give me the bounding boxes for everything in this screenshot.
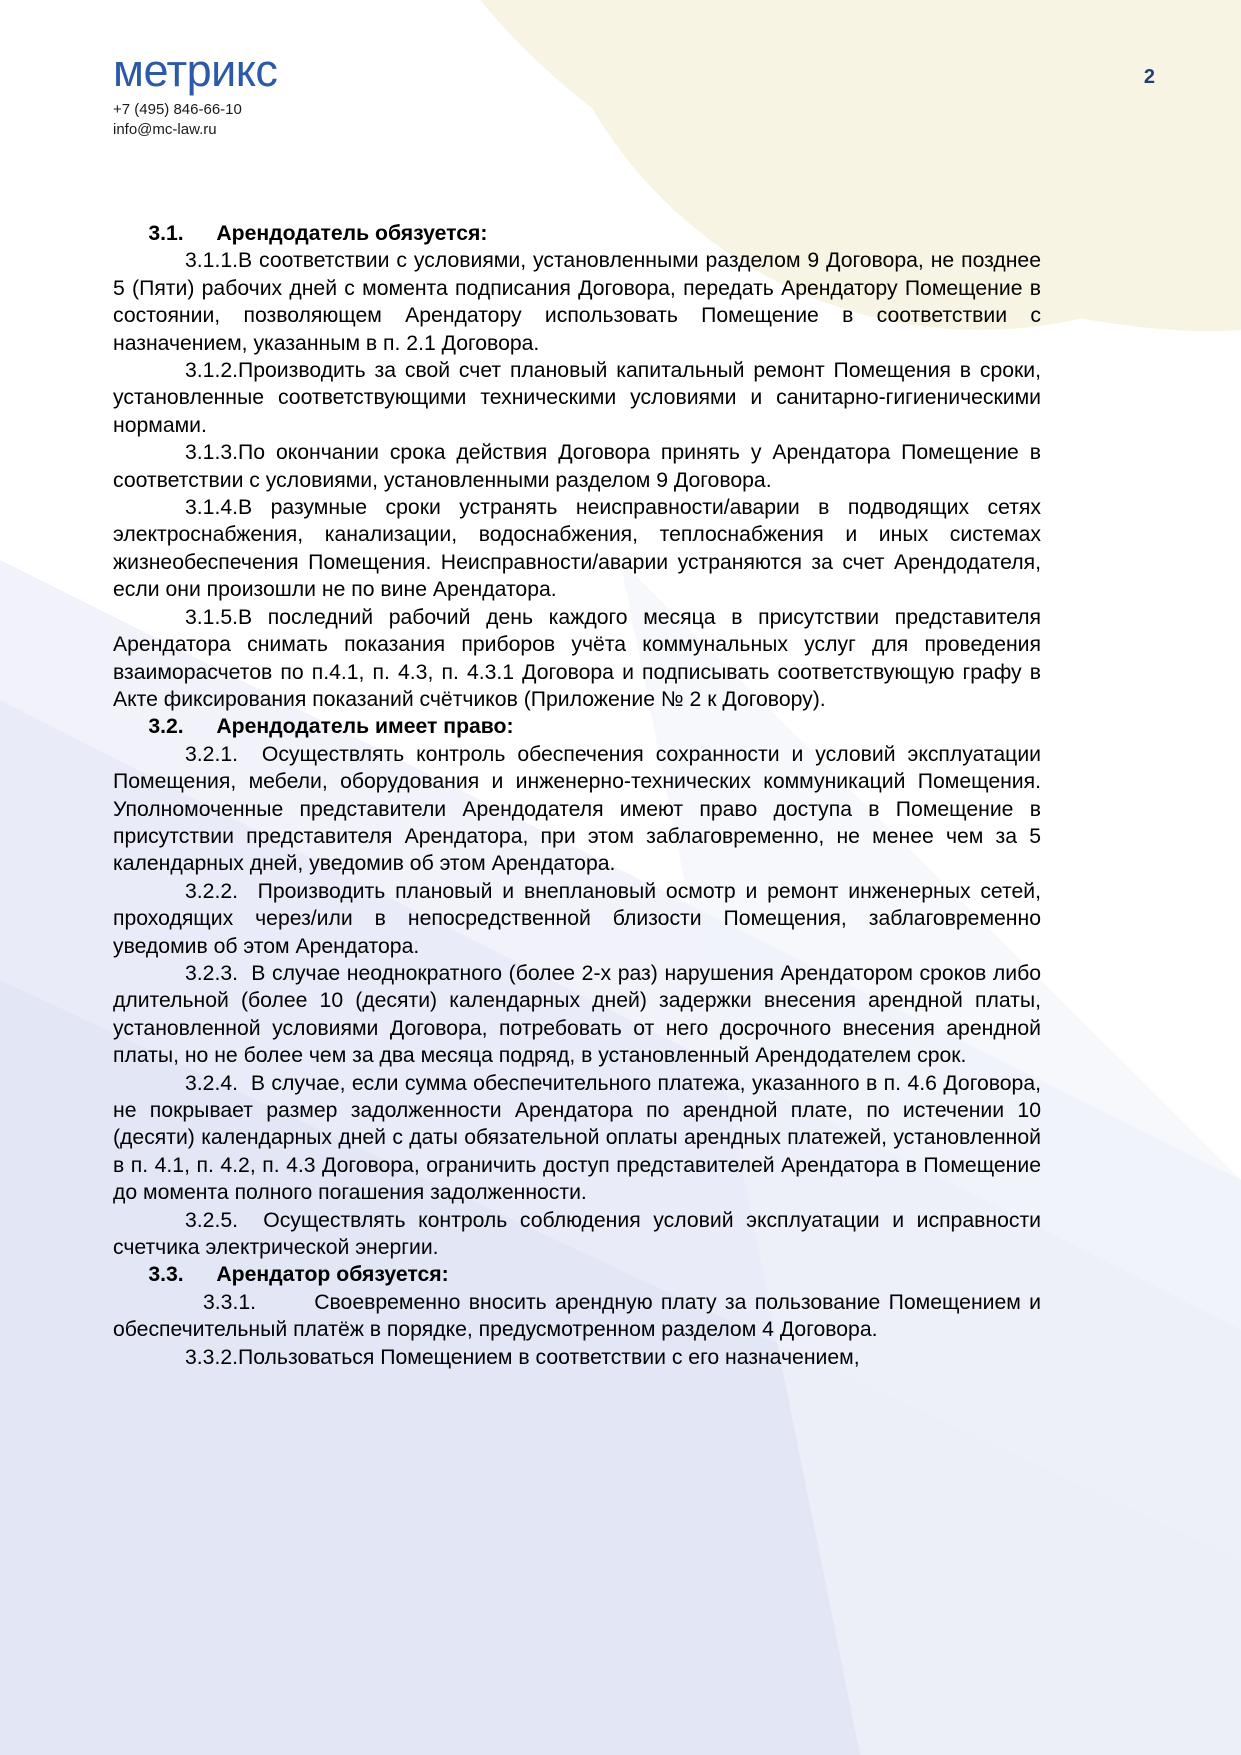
section-3-1-4 [113, 494, 1041, 604]
clause-number: 3.1.3. [185, 441, 239, 465]
clause-number: 3.3.2. [185, 1345, 239, 1369]
clause-text: По окончании срока действия Договора принять у Арендатора Помещение в соответствии с условиями, установленными разделом 9 Договора. [113, 441, 1041, 492]
section-3-1-3 [113, 439, 1041, 494]
section-number: 3.2. [148, 715, 184, 739]
section-3-3 [113, 1261, 1041, 1288]
section-3-2-4 [113, 1070, 1041, 1207]
clause-text: В случае, если сумма обеспечительного платежа, указанного в п. 4.6 Договора, не покрывает размер задолженности Арендатора по арендной плате, по истечении 10 (десяти) календарных дней с даты обязательной оплаты арендных платежей, установленной в п. 4.1, п. 4.2, п. 4.3 Договора, ограничить доступ представителей Арендатора в Помещение до момента полного погашения задолженности. [113, 1071, 1041, 1205]
clause-number: 3.2.1. [185, 742, 239, 766]
section-3-3-1 [113, 1289, 1041, 1344]
clause-text: Осуществлять контроль обеспечения сохранности и условий эксплуатации Помещения, мебели, оборудования и инженерно-технических коммуникаций Помещения. Уполномоченные представители Арендодателя имеют право доступа в Помещение в присутствии представителя Арендатора, при этом заблаговременно, не менее чем за 5 календарных дней, уведомив об этом Арендатора. [113, 742, 1041, 876]
clause-text: Пользоваться Помещением в соответствии с его назначением, [238, 1345, 860, 1369]
clause-text: Своевременно вносить арендную плату за пользование Помещением и обеспечительный платёж в порядке, предусмотренном разделом 4 Договора. [113, 1290, 1041, 1342]
page-header [0, 0, 1241, 175]
clause-number: 3.1.2. [185, 359, 239, 383]
page-number: 2 [1143, 66, 1155, 88]
company-logo: метрикс [113, 45, 278, 96]
section-number: 3.1. [148, 222, 184, 245]
clause-number: 3.3.1. [203, 1290, 257, 1314]
clause-text: Производить плановый и внеплановый осмотр и ремонт инженерных сетей, проходящих через/или в непосредственной близости Помещения, заблаговременно уведомив об этом Арендатора. [113, 879, 1041, 958]
email-address: info@mc-law.ru [113, 121, 217, 138]
section-3-1-2 [113, 357, 1041, 439]
clause-text: В последний рабочий день каждого месяца в присутствии представителя Арендатора снимать показания приборов учёта коммунальных услуг для проведения взаиморасчетов по п.4.1, п. 4.3, п. 4.3.1 Договора и подписывать соответствующую графу в Акте фиксирования показаний счётчиков (Приложение № 2 к Договору). [113, 605, 1041, 711]
clause-text: Осуществлять контроль соблюдения условий эксплуатации и исправности счетчика электрической энергии. [113, 1208, 1041, 1260]
clause-text: В разумные сроки устранять неисправности/аварии в подводящих сетях электроснабжения, канализации, водоснабжения, теплоснабжения и иных системах жизнеобеспечения Помещения. Неисправности/аварии устраняются за счет Арендодателя, если они произошли не по вине Арендатора. [113, 496, 1041, 602]
clause-number: 3.1.4. [185, 496, 239, 520]
section-3-2-2 [113, 878, 1041, 960]
section-title: Арендодатель обязуется: [216, 222, 488, 245]
section-3-1 [113, 220, 1041, 247]
section-number: 3.3. [148, 1263, 184, 1287]
section-3-2 [113, 713, 1041, 740]
phone-number: +7 (495) 846-66-10 [113, 101, 242, 118]
clause-text: В случае неоднократного (более 2-х раз) нарушения Арендатором сроков либо длительной (более 10 (десяти) календарных дней) задержки внесения арендной платы, установленной условиями Договора, потребовать от него досрочного внесения арендной платы, но не более чем за два месяца подряд, в установленный Арендодателем срок. [113, 961, 1041, 1068]
clause-number: 3.2.5. [185, 1208, 239, 1232]
section-title: Арендодатель имеет право: [216, 715, 514, 739]
section-3-2-5 [113, 1207, 1041, 1262]
section-title: Арендатор обязуется: [216, 1263, 449, 1287]
document-body [113, 220, 1041, 1371]
contact-info [113, 100, 242, 140]
section-3-2-1 [113, 741, 1041, 878]
clause-number: 3.2.4. [185, 1071, 239, 1095]
clause-number: 3.1.1. [185, 249, 239, 273]
section-3-1-1 [113, 247, 1041, 357]
section-3-1-5 [113, 604, 1041, 714]
clause-text: Производить за свой счет плановый капитальный ремонт Помещения в сроки, установленные соответствующими техническими условиями и санитарно-гигиеническими нормами. [113, 359, 1041, 437]
clause-number: 3.1.5. [185, 605, 239, 629]
clause-number: 3.2.2. [185, 879, 239, 903]
clause-text: В соответствии с условиями, установленными разделом 9 Договора, не позднее 5 (Пяти) рабочих дней с момента подписания Договора, передать Арендатору Помещение в состоянии, позволяющем Арендатору использовать Помещение в соответствии с назначением, указанным в п. 2.1 Договора. [113, 249, 1041, 355]
clause-number: 3.2.3. [185, 961, 239, 985]
section-3-2-3 [113, 960, 1041, 1070]
section-3-3-2 [113, 1344, 1041, 1371]
